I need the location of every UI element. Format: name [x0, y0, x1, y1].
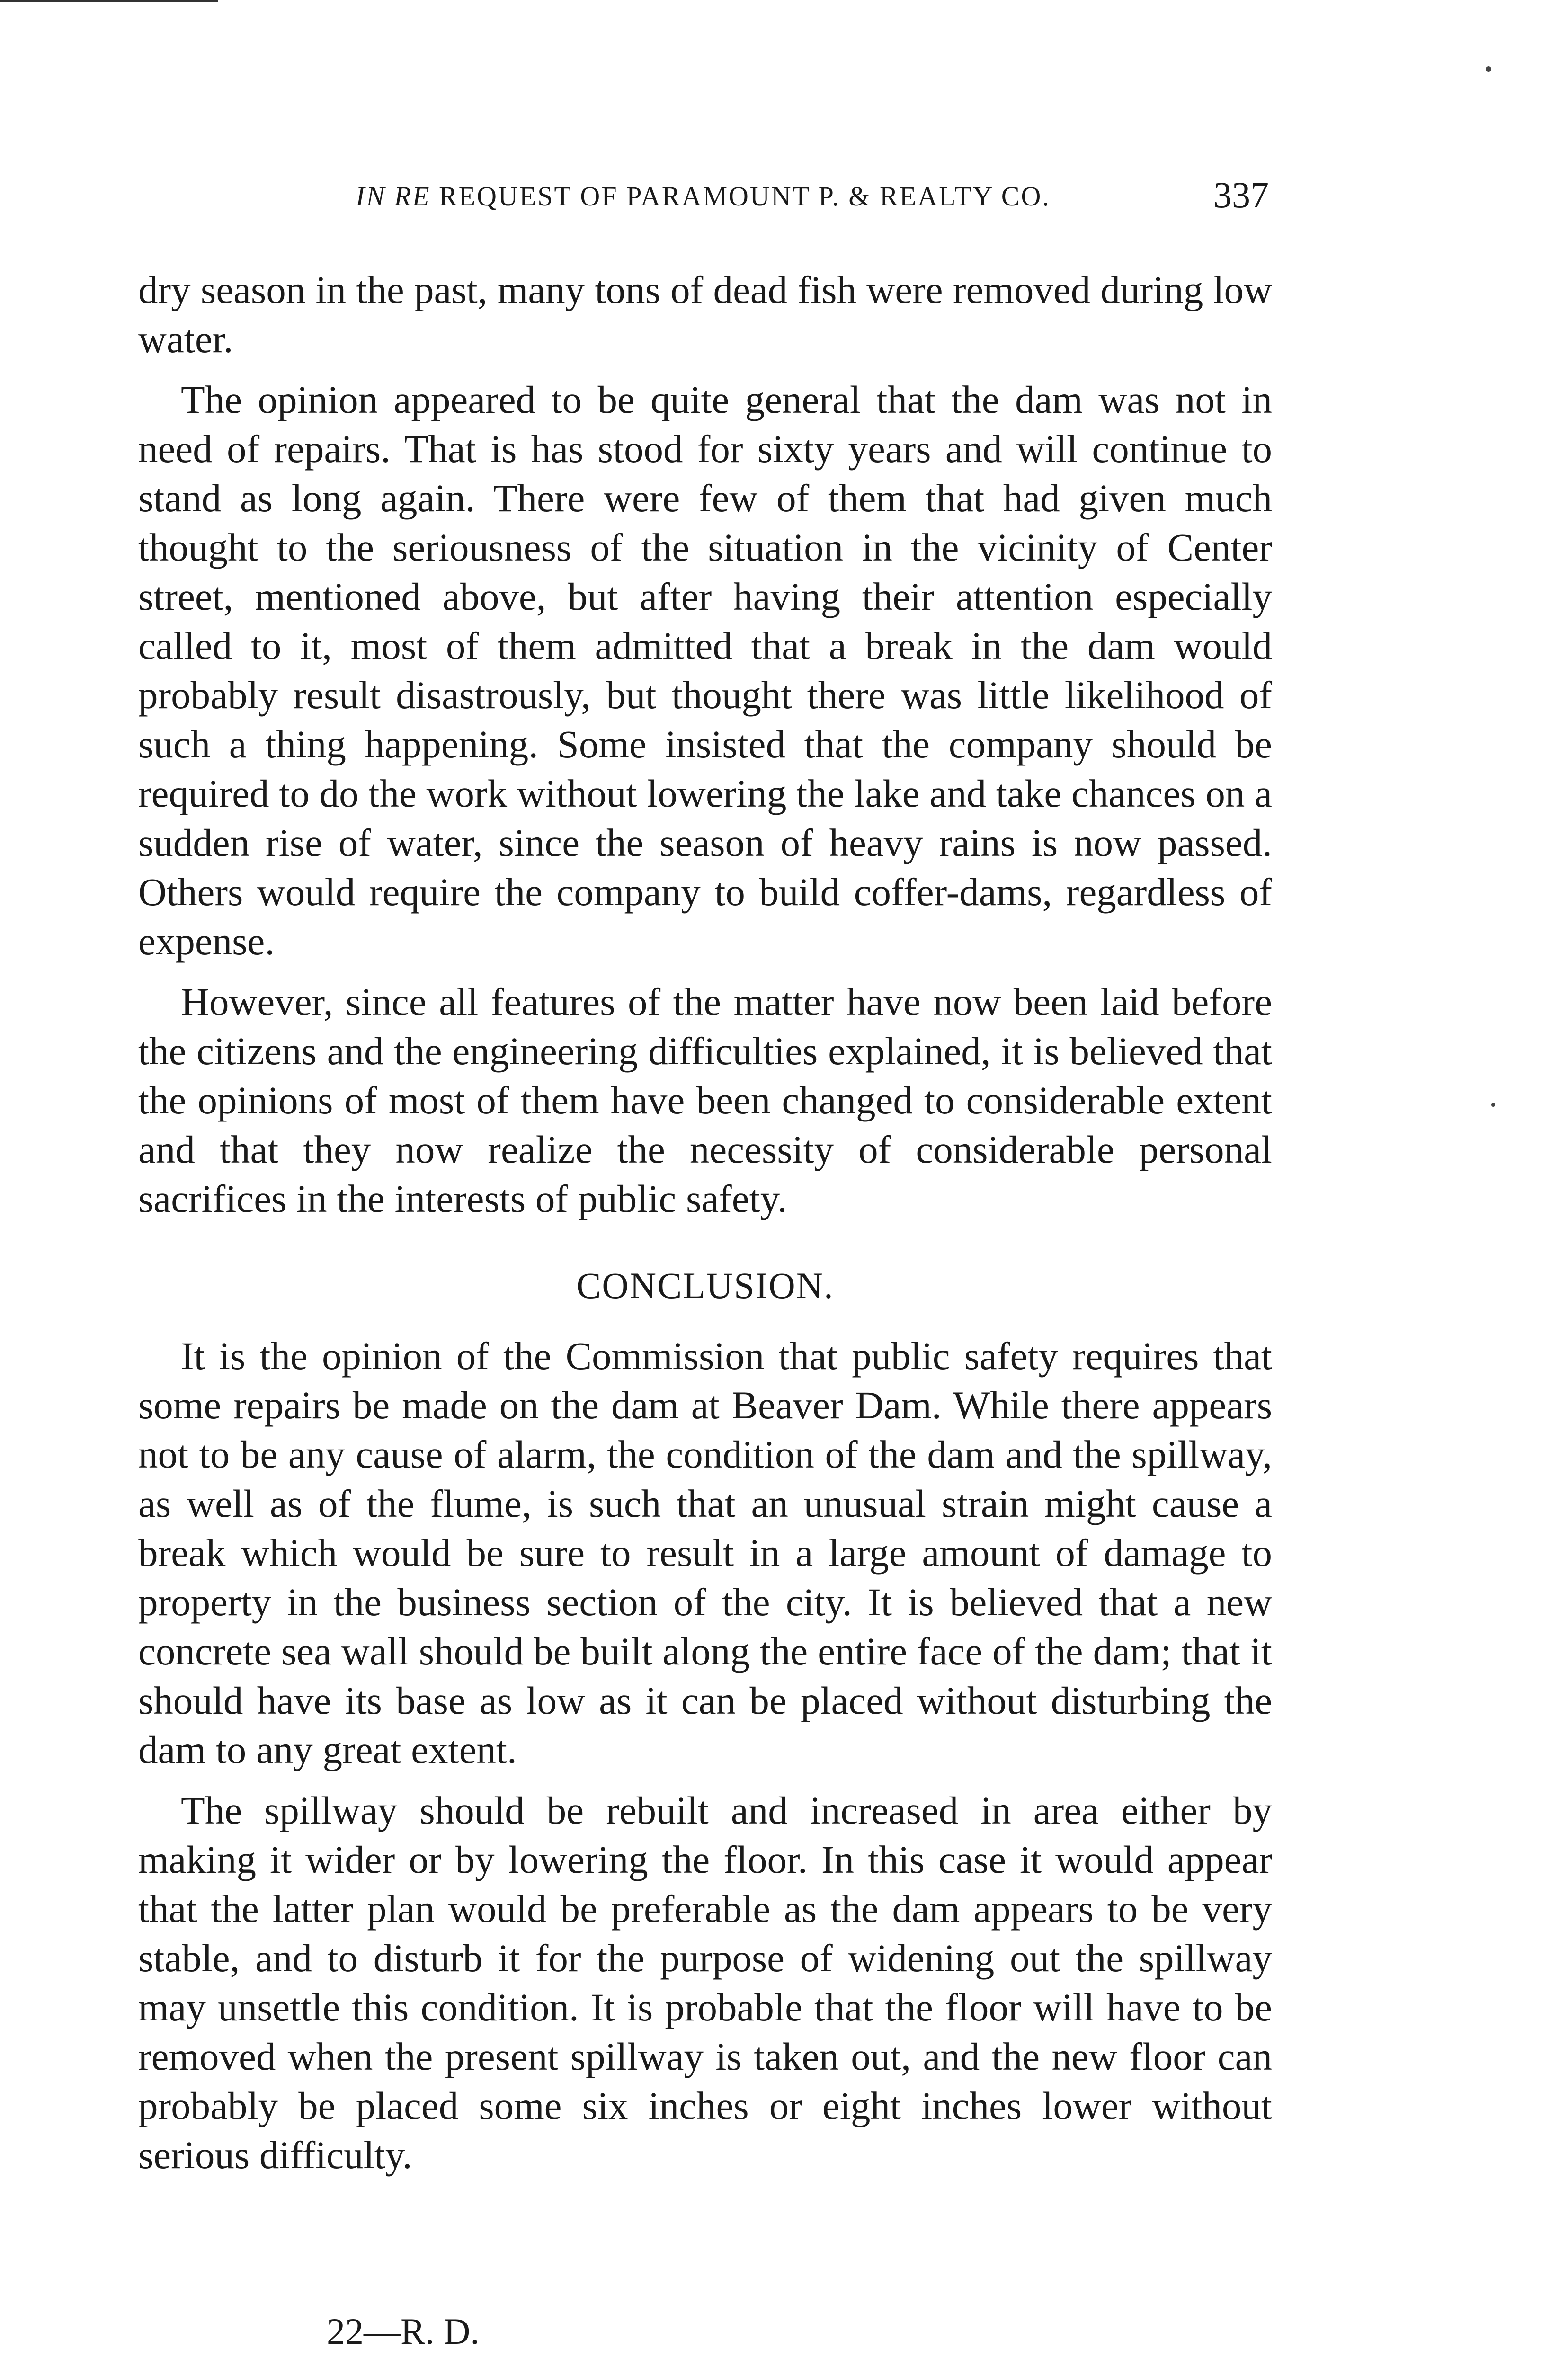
scan-speck [1486, 66, 1491, 72]
running-head-italic: IN RE [356, 181, 431, 212]
page-number: 337 [1213, 174, 1269, 215]
top-corner-rule [0, 0, 218, 2]
paragraph: The spillway should be rebuilt and increased in area either by making it wider or by lowering the floor. In this case it would appear that the latter plan would be preferable as the dam appears to be very stable, and to disturb it for the purpose of widening out the spillway may unsettle this condition. It is probable that the floor will have to be removed when the present spillway is taken out, and the new floor can probably be placed some six inches or eight inches lower without serious difficulty. [138, 1789, 1272, 2177]
running-head [137, 175, 1269, 218]
paragraph: It is the opinion of the Commission that public safety requires that some repairs be made on the dam at Beaver Dam. While there appears not to be any cause of alarm, the condition of the dam and the spillway, as well as of the flume, is such that an unusual strain might cause a break which would be sure to result in a large amount of damage to property in the business section of the city. It is believed that a new concrete sea wall should be built along the entire face of the dam; that it should have its base as low as it can be placed without disturbing the dam to any great extent. [138, 1334, 1272, 1771]
page-body [138, 265, 1272, 2180]
page-header [137, 175, 1269, 218]
section-heading: CONCLUSION. [576, 1265, 834, 1306]
paragraph-continued: dry season in the past, many tons of dead fish were removed during low water. [138, 268, 1272, 361]
scan-speck [1491, 1103, 1495, 1107]
signature-mark: 22—R. D. [327, 2311, 480, 2352]
paragraph: The opinion appeared to be quite general that the dam was not in need of repairs. That is has stood for sixty years and will continue to stand as long again. There were few of them that had given much thought to the seriousness of the situation in the vicinity of Center street, mentioned above, but after having their attention especially called to it, most of them admitted that a break in the dam would probably result disastrously, but thought there was little likelihood of such a thing happening. Some insisted that the company should be required to do the work without lowering the lake and take chances on a sudden rise of water, since the season of heavy rains is now passed. Others would require the company to build coffer-dams, regardless of expense. [138, 378, 1272, 963]
paragraph: However, since all features of the matter have now been laid before the citizens and the engineering difficulties explained, it is believed that the opinions of most of them have been changed to considerable extent and that they now realize the necessity of considerable personal sacrifices in the interests of public safety. [138, 980, 1272, 1220]
running-head-title: REQUEST OF PARAMOUNT P. & REALTY CO. [438, 181, 1051, 212]
